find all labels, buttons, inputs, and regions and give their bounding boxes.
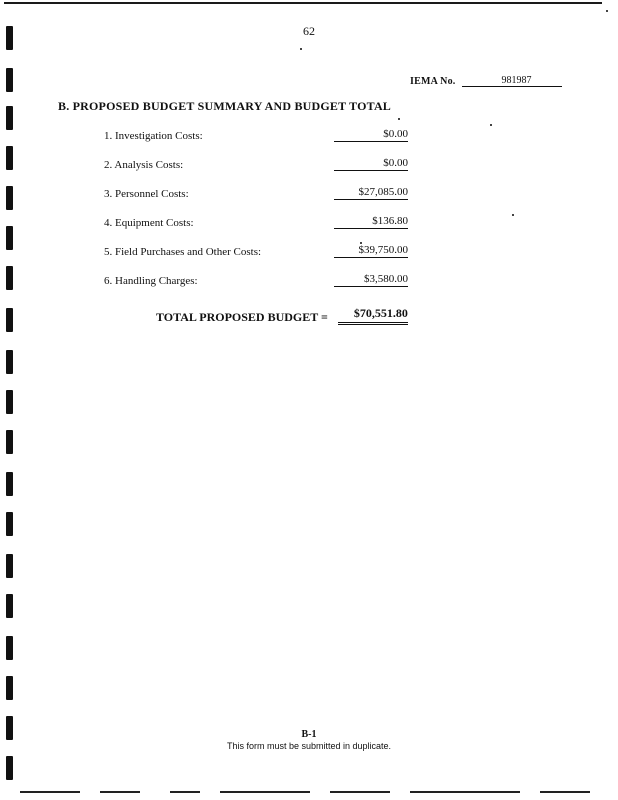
punch-mark (6, 472, 13, 496)
budget-item-investigation (104, 128, 410, 144)
total-amount: $70,551.80 (338, 306, 408, 325)
scan-speck (398, 118, 400, 120)
budget-item-label: 5. Field Purchases and Other Costs: (104, 246, 262, 258)
punch-mark (6, 68, 13, 92)
iema-value: 981987 (462, 75, 562, 87)
budget-item-amount: $0.00 (334, 157, 408, 171)
form-note: This form must be submitted in duplicate. (226, 741, 392, 751)
punch-mark (6, 106, 13, 130)
punch-mark (6, 186, 13, 210)
budget-item-amount: $27,085.00 (334, 186, 408, 200)
budget-item-analysis (104, 157, 410, 173)
budget-item-label: 2. Analysis Costs: (104, 159, 184, 171)
scan-speck (490, 124, 492, 126)
scan-top-edge (4, 2, 602, 4)
scan-speck (360, 242, 362, 244)
budget-item-label: 3. Personnel Costs: (104, 188, 189, 200)
binder-punch-marks (6, 20, 16, 790)
punch-mark (6, 266, 13, 290)
scan-bottom-edge (20, 791, 600, 794)
punch-mark (6, 390, 13, 414)
budget-item-handling (104, 273, 410, 289)
iema-number-field (410, 75, 562, 87)
total-proposed-budget (156, 306, 408, 325)
punch-mark (6, 554, 13, 578)
budget-item-equipment (104, 215, 410, 231)
punch-mark (6, 756, 13, 780)
punch-mark (6, 146, 13, 170)
punch-mark (6, 430, 13, 454)
budget-item-amount: $0.00 (334, 128, 408, 142)
budget-item-amount: $39,750.00 (334, 244, 408, 258)
scan-speck (300, 48, 302, 50)
punch-mark (6, 512, 13, 536)
budget-item-amount: $136.80 (334, 215, 408, 229)
budget-item-field-purchases (104, 244, 410, 260)
budget-item-personnel (104, 186, 410, 202)
scan-speck (512, 214, 514, 216)
form-code: B-1 (301, 729, 317, 740)
punch-mark (6, 308, 13, 332)
punch-mark (6, 350, 13, 374)
punch-mark (6, 676, 13, 700)
budget-item-label: 6. Handling Charges: (104, 275, 198, 287)
page-number: 62 (303, 24, 315, 38)
iema-label: IEMA No. (410, 76, 456, 87)
budget-item-amount: $3,580.00 (334, 273, 408, 287)
punch-mark (6, 594, 13, 618)
section-heading: B. PROPOSED BUDGET SUMMARY AND BUDGET TOTAL (58, 99, 392, 113)
punch-mark (6, 636, 13, 660)
budget-item-label: 1. Investigation Costs: (104, 130, 203, 142)
total-label: TOTAL PROPOSED BUDGET = (156, 310, 328, 324)
scan-speck (606, 10, 608, 12)
budget-item-label: 4. Equipment Costs: (104, 217, 194, 229)
punch-mark (6, 226, 13, 250)
